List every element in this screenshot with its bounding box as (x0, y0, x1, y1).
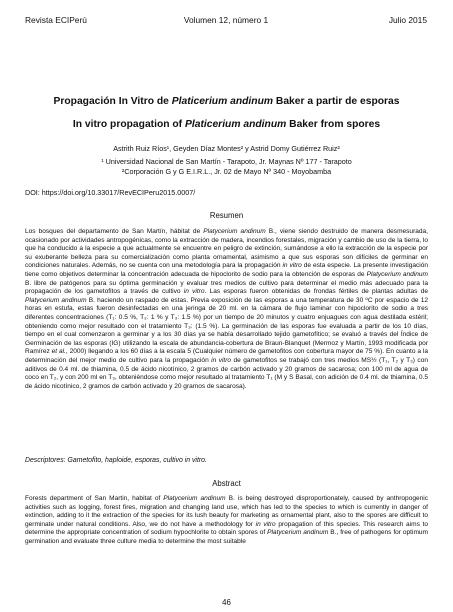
journal-name: Revista ECIPerú (25, 15, 87, 25)
species-name: Platicerium andinum (184, 119, 287, 130)
species-name: Platicerium andinum (171, 96, 274, 107)
affiliation-1: ¹ Universidad Nacional de San Martín - Tarapoto, Jr. Maynas Nº 177 - Tarapoto (101, 157, 352, 166)
section-heading-abstract: Abstract (212, 479, 241, 488)
title-spanish: Propagación In Vitro de Platicerium andinum Baker a partir de esporas (53, 96, 400, 107)
author-list: Astrith Ruiz Ríos¹, Geyden Díaz Montes² y Astrid Domy Gutiérrez Ruiz² (113, 144, 340, 153)
title-english: In vitro propagation of Platicerium andinum Baker from spores (72, 119, 381, 130)
keywords-text: Gametofito, haploide, esporas, cultivo in vitro. (65, 457, 207, 464)
issue-date: Julio 2015 (388, 15, 427, 25)
running-header (25, 14, 427, 26)
page-number: 46 (222, 598, 231, 607)
volume-issue: Volumen 12, número 1 (183, 15, 269, 25)
section-heading-resumen: Resumen (209, 211, 244, 220)
keywords-label: Descriptores: (25, 457, 66, 464)
affiliations (20, 157, 433, 177)
abstract-paragraph: Forests department of San Martin, habitat of Platycerium andinum B. is being destroyed disproportionately, caused by anthropogenic activities such as logging, forest fires, migration and changing land use, which has led to the species to which is currently in danger of extinction, adding to it the extraction of the species for its lush beauty for marketing as ornamental plant, also to the spores are difficult to germinate under natural conditions. Also, we do not have a methodology for in vitro propagation of this species. This research aims to determine the appropriate concentration of sodium hypochlorite to obtain spores of Platycerium andinum B., free of pathogens for optimum germination and evaluate three culture media to determine the most suitable (25, 495, 428, 545)
affiliation-2: ²Corporación G y G E.I.R.L., Jr. 02 de Mayo Nº 340 - Moyobamba (121, 167, 332, 176)
doi-link[interactable]: DOI: https://doi.org/10.33017/RevECIPeru2015.0007/ (25, 188, 196, 197)
keywords (25, 456, 428, 465)
resumen-paragraph: Los bosques del departamento de San Martín, hábitat de Platycerium andinum B., viene siendo destruido de manera desmesurada, ocasionado por actividades antropogénicas, como la extracción de madera, incendios forestales, migración y cambio de uso de la tierra, lo que ha conducido a la especie a que actualmente se encuentre en peligro de extinción, sumándose a ello la extracción de la especie por su exuberante belleza para su comercialización como planta ornamental, asimismo a que sus esporas son difíciles de germinar en condiciones naturales. Además, no se cuenta con una metodología para la propagación in vitro de esta especie. La presente investigación tiene como objetivos determinar la concentración adecuada de hipoclorito de sodio para la obtención de esporas de Platycerium andinum B. libre de patógenos para su óptima germinación y evaluar tres medios de cultivo para determinar el medio más adecuado para la propagación de los gametofitos a través de cultivo in vitro. Las esporas fueron obtenidas de frondas fértiles de plantas adultas de Platycerium andinum B. haciendo un raspado de estas. Previa exposición de las esporas a una temperatura de 30 ºC por espacio de 12 horas en estufa, estas fueron desinfectadas en una jeringa de 20 ml. en la cámara de flujo laminar con hipoclorito de sodio a tres diferentes concentraciones (T₁: 0.5 %, T₂: 1 % y T₃: 1.5 %) por un tiempo de 20 minutos y cuatro enjuagues con agua destilada estéril; obteniendo como mejor resultado con el tratamiento T₃: (1.5 %). La germinación de las esporas fue evaluada a partir de los 10 días, tiempo en el cual comenzaron a germinar y a los 30 días ya se había desarrollado tejido gametofítico; se evaluó a través del Índice de Germinación de las esporas (IG) utilizando la escala de abundancia-cobertura de Braun-Blanquet (Mermoz y Martín, 1993 modificada por Ramírez et al., 2000) llegando a los 60 días a la escala 5 (Cualquier número de gametofitos con cobertura mayor de 75 %). En cuanto a la determinación del mejor medio de cultivo para la propagación in vitro de gametofitos se trabajó con tres medios MS½ (T₁, T₂ y T₃) con aditivos de 0.4 ml. de thiamina, 0.5 de ácido nicotínico, 2 gramos de carbón activado y 20 gramos de sacarosa; con 100 ml de agua de coco en T₂, y con 200 ml en T₃, obteniéndose como mejor resultado al tratamiento T₁ (M y S Basal, con adición de 0.4 ml. de thiamina, 0.5 de ácido nicotínico, 2 gramos de carbón activado y 20 gramos de sacarosa). (25, 228, 428, 390)
